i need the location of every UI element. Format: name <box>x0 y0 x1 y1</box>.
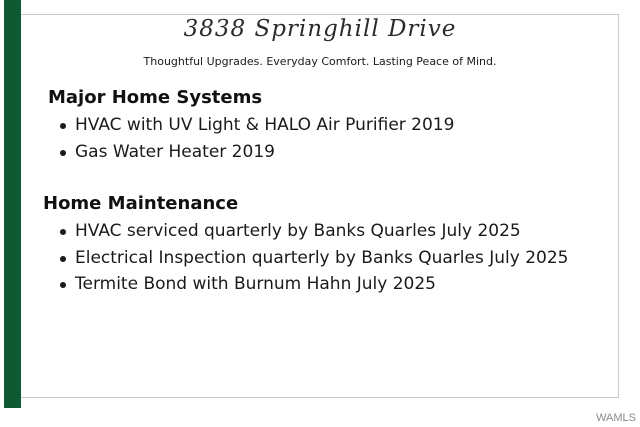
section-heading-maintenance: Home Maintenance <box>43 193 239 214</box>
list-item: HVAC serviced quarterly by Banks Quarles July 2025 <box>58 218 600 245</box>
major-systems-list <box>58 112 600 165</box>
maintenance-list <box>58 218 600 298</box>
list-item: Gas Water Heater 2019 <box>58 139 600 166</box>
accent-bar <box>4 0 21 408</box>
list-item: Termite Bond with Burnum Hahn July 2025 <box>58 271 600 298</box>
watermark: WAMLS <box>596 412 636 424</box>
property-title: 3838 Springhill Drive <box>183 16 457 42</box>
list-item: HVAC with UV Light & HALO Air Purifier 2019 <box>58 112 600 139</box>
list-item: Electrical Inspection quarterly by Banks Quarles July 2025 <box>58 245 600 272</box>
section-heading-major-systems: Major Home Systems <box>48 87 263 108</box>
tagline: Thoughtful Upgrades. Everyday Comfort. Lasting Peace of Mind. <box>143 55 497 68</box>
